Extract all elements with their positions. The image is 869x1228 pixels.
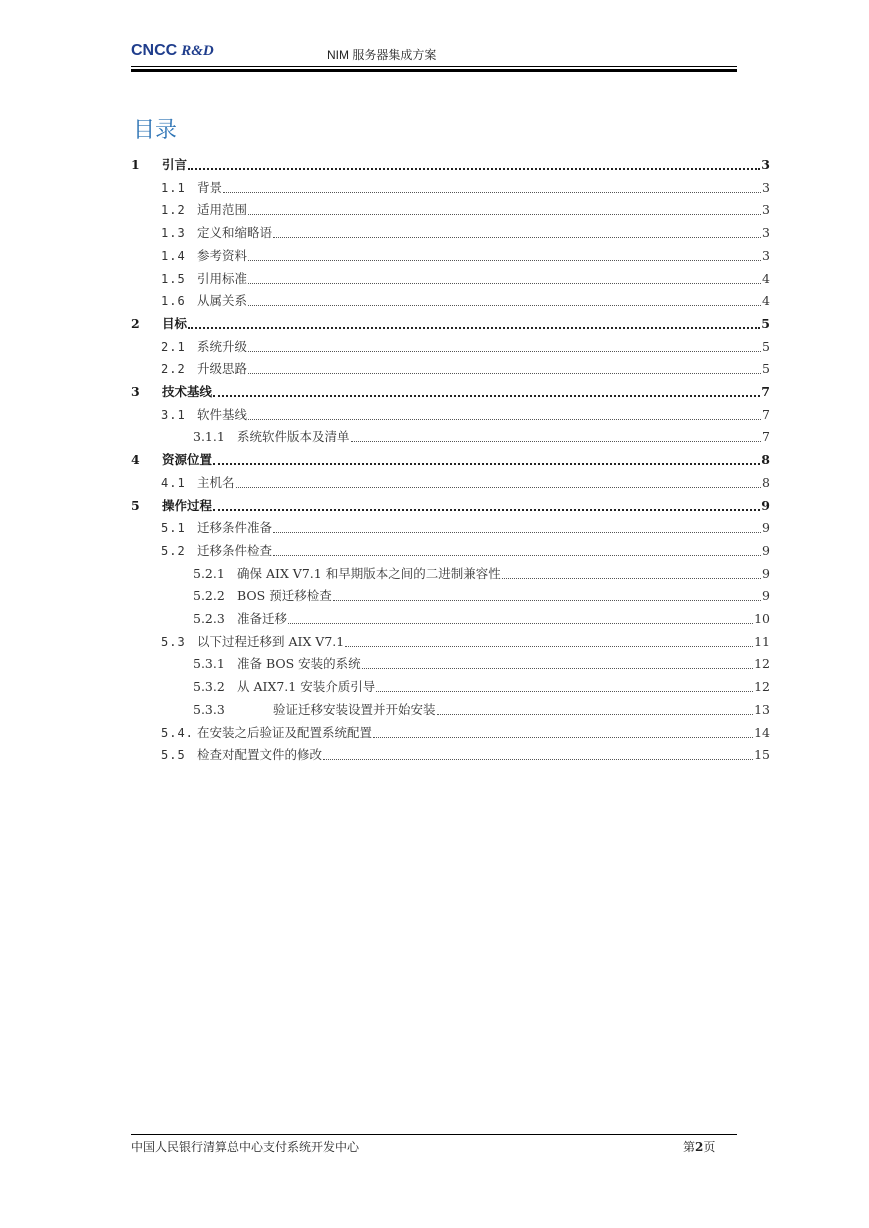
toc-entry-number: 4 <box>131 452 140 468</box>
header-rule-thick <box>131 69 737 72</box>
toc-entry-page: 3 <box>762 179 770 195</box>
toc-dot-leader <box>362 668 753 669</box>
toc-entry-number: 5.2 <box>161 543 186 558</box>
toc-entry-number: 1.3 <box>161 226 186 241</box>
toc-entry-page: 11 <box>754 633 770 649</box>
toc-entry-number: 5.5 <box>161 748 186 763</box>
toc-entry-label: 在安装之后验证及配置系统配置 <box>197 724 373 740</box>
page-suffix: 页 <box>703 1140 716 1154</box>
toc-entry[interactable] <box>161 335 770 355</box>
toc-dot-leader <box>273 555 761 556</box>
toc-entry-number: 5.3.3 <box>193 701 225 717</box>
toc-entry-number: 1.1 <box>161 180 186 195</box>
toc-entry-page: 3 <box>761 157 770 172</box>
toc-dot-leader <box>351 441 762 442</box>
toc-entry-label: 确保 AIX V7.1 和早期版本之间的二进制兼容性 <box>237 565 501 581</box>
toc-heading: 目录 <box>133 118 178 143</box>
toc-entry[interactable] <box>161 198 770 218</box>
toc-entry[interactable] <box>161 471 770 491</box>
toc-entry-label: 准备 BOS 安装的系统 <box>237 656 361 672</box>
footer-organization: 中国人民银行清算总中心支付系统开发中心 <box>131 1140 360 1154</box>
toc-entry-page: 14 <box>754 724 770 740</box>
toc-dot-leader <box>213 509 760 511</box>
toc-entry-label: 验证迁移安装设置并开始安装 <box>273 701 436 717</box>
toc-entry-number: 3.1 <box>161 407 186 422</box>
toc-entry[interactable] <box>193 675 770 695</box>
toc-entry[interactable] <box>161 721 770 741</box>
toc-entry-number: 5 <box>131 497 140 513</box>
toc-entry-page: 4 <box>762 270 770 286</box>
toc-dot-leader <box>376 691 753 692</box>
toc-entry-page: 5 <box>762 338 770 354</box>
toc-entry-number: 3 <box>131 384 140 399</box>
toc-entry-page: 13 <box>754 701 770 717</box>
toc-entry-label: 升级思路 <box>197 361 248 377</box>
toc-entry-number: 5.1 <box>161 521 186 536</box>
toc-entry[interactable] <box>131 380 770 400</box>
toc-entry-label: 从 AIX7.1 安装介质引导 <box>237 679 376 695</box>
toc-entry-label: 资源位置 <box>162 452 213 468</box>
toc-entry-page: 15 <box>754 747 770 763</box>
footer-page-number <box>683 1138 715 1155</box>
toc-entry-page: 9 <box>762 565 770 581</box>
toc-entry-label: 检查对配置文件的修改 <box>197 747 323 763</box>
toc-entry-number: 5.3.2 <box>193 679 225 695</box>
toc-entry[interactable] <box>193 562 770 582</box>
page-prefix: 第 <box>683 1140 696 1154</box>
toc-dot-leader <box>273 237 761 238</box>
toc-entry-label: 目标 <box>162 315 188 331</box>
toc-entry-label: 系统升级 <box>197 338 248 354</box>
toc-entry-label: 操作过程 <box>162 497 213 513</box>
toc-entry-page: 9 <box>762 588 770 604</box>
toc-entry-page: 3 <box>762 247 770 263</box>
toc-entry-page: 7 <box>762 429 770 445</box>
toc-entry-page: 8 <box>762 474 770 490</box>
page-num: 2 <box>695 1140 704 1154</box>
toc-dot-leader <box>236 487 762 488</box>
toc-entry[interactable] <box>161 403 770 423</box>
toc-entry-page: 10 <box>754 611 770 626</box>
toc-dot-leader <box>345 646 753 647</box>
toc-dot-leader <box>248 305 761 306</box>
toc-entry-label: 迁移条件检查 <box>197 542 273 558</box>
toc-entry-label: 定义和缩略语 <box>197 225 273 241</box>
toc-entry-number: 5.3 <box>161 634 186 649</box>
toc-entry[interactable] <box>193 425 770 445</box>
toc-entry-page: 8 <box>761 452 770 468</box>
toc-entry-number: 5.2.1 <box>193 565 225 581</box>
toc-entry-number: 1.2 <box>161 203 186 218</box>
toc-entry-number: 5.2.2 <box>193 588 225 604</box>
toc-entry-label: 参考资料 <box>197 247 248 263</box>
toc-entry-label: BOS 预迁移检查 <box>237 588 332 604</box>
toc-entry-number: 1.4 <box>161 248 186 263</box>
toc-dot-leader <box>188 168 760 170</box>
toc-entry-number: 3.1.1 <box>193 429 225 445</box>
toc-entry[interactable] <box>131 494 770 514</box>
toc-entry-label: 背景 <box>197 179 223 195</box>
toc-entry[interactable] <box>193 584 770 604</box>
toc-entry-number: 5.3.1 <box>193 656 225 672</box>
toc-entry-number: 2.1 <box>161 339 186 354</box>
toc-entry-label: 从属关系 <box>197 293 248 309</box>
toc-dot-leader <box>248 373 761 374</box>
header-rule-thin <box>131 66 737 67</box>
toc-entry-label: 主机名 <box>197 474 235 490</box>
toc-entry-page: 12 <box>754 656 770 672</box>
toc-entry-page: 9 <box>761 497 770 513</box>
toc-dot-leader <box>323 759 753 760</box>
toc-entry-label: 以下过程迁移到 AIX V7.1 <box>197 633 345 649</box>
toc-dot-leader <box>248 214 761 215</box>
toc-entry-page: 9 <box>762 542 770 558</box>
toc-entry-label: 迁移条件准备 <box>197 520 273 536</box>
toc-entry[interactable] <box>131 153 770 173</box>
toc-entry-label: 准备迁移 <box>237 611 288 626</box>
toc-entry[interactable] <box>161 267 770 287</box>
toc-entry-label: 引用标准 <box>197 270 248 286</box>
toc-entry-number: 2 <box>131 315 140 331</box>
toc-entry[interactable] <box>161 289 770 309</box>
toc-entry[interactable] <box>161 743 770 763</box>
toc-entry-number: 4.1 <box>161 475 186 490</box>
toc-dot-leader <box>213 463 760 465</box>
logo-sub: R&D <box>181 43 214 59</box>
toc-dot-leader <box>248 351 761 352</box>
toc-entry-number: 5.4. <box>161 725 194 740</box>
toc-entry[interactable] <box>193 652 770 672</box>
toc-entry-page: 3 <box>762 202 770 218</box>
toc-entry[interactable] <box>161 176 770 196</box>
toc-entry[interactable] <box>193 607 770 627</box>
toc-entry-page: 7 <box>762 406 770 422</box>
toc-dot-leader <box>273 532 761 533</box>
toc-dot-leader <box>188 327 760 329</box>
toc-entry-label: 技术基线 <box>162 384 213 399</box>
toc-entry-page: 12 <box>754 679 770 695</box>
toc-dot-leader <box>502 578 761 579</box>
toc-entry[interactable] <box>131 448 770 468</box>
toc-dot-leader <box>248 260 761 261</box>
toc-dot-leader <box>437 714 754 715</box>
toc-dot-leader <box>213 395 760 397</box>
toc-entry-number: 1.6 <box>161 294 186 309</box>
toc-dot-leader <box>333 600 761 601</box>
footer-rule <box>131 1134 737 1135</box>
toc-entry-page: 7 <box>761 384 770 399</box>
toc-dot-leader <box>248 283 761 284</box>
toc-dot-leader <box>223 192 761 193</box>
toc-entry-page: 4 <box>762 293 770 309</box>
toc-entry-number: 5.2.3 <box>193 611 225 626</box>
toc-entry-label: 适用范围 <box>197 202 248 218</box>
toc-entry-number: 1 <box>131 157 140 172</box>
cncc-logo <box>131 42 214 60</box>
toc-entry-label: 系统软件版本及清单 <box>237 429 350 445</box>
toc-entry-page: 3 <box>762 225 770 241</box>
logo-main: CNCC <box>131 42 178 59</box>
toc-entry[interactable] <box>193 698 770 718</box>
toc-entry[interactable] <box>161 357 770 377</box>
toc-dot-leader <box>288 623 753 624</box>
toc-entry[interactable] <box>161 516 770 536</box>
toc-entry[interactable] <box>131 312 770 332</box>
document-title: NIM 服务器集成方案 <box>327 48 437 62</box>
toc-entry[interactable] <box>161 630 770 650</box>
toc-entry-page: 5 <box>762 361 770 377</box>
toc-entry-page: 9 <box>762 520 770 536</box>
toc-entry[interactable] <box>161 244 770 264</box>
toc-entry[interactable] <box>161 539 770 559</box>
toc-dot-leader <box>248 419 761 420</box>
toc-entry-label: 引言 <box>162 157 188 172</box>
toc-entry[interactable] <box>161 221 770 241</box>
toc-entry-label: 软件基线 <box>197 406 248 422</box>
page-header <box>131 42 737 72</box>
toc-dot-leader <box>373 737 753 738</box>
toc-entry-number: 1.5 <box>161 271 186 286</box>
toc-entry-number: 2.2 <box>161 362 186 377</box>
toc-entry-page: 5 <box>761 315 770 331</box>
